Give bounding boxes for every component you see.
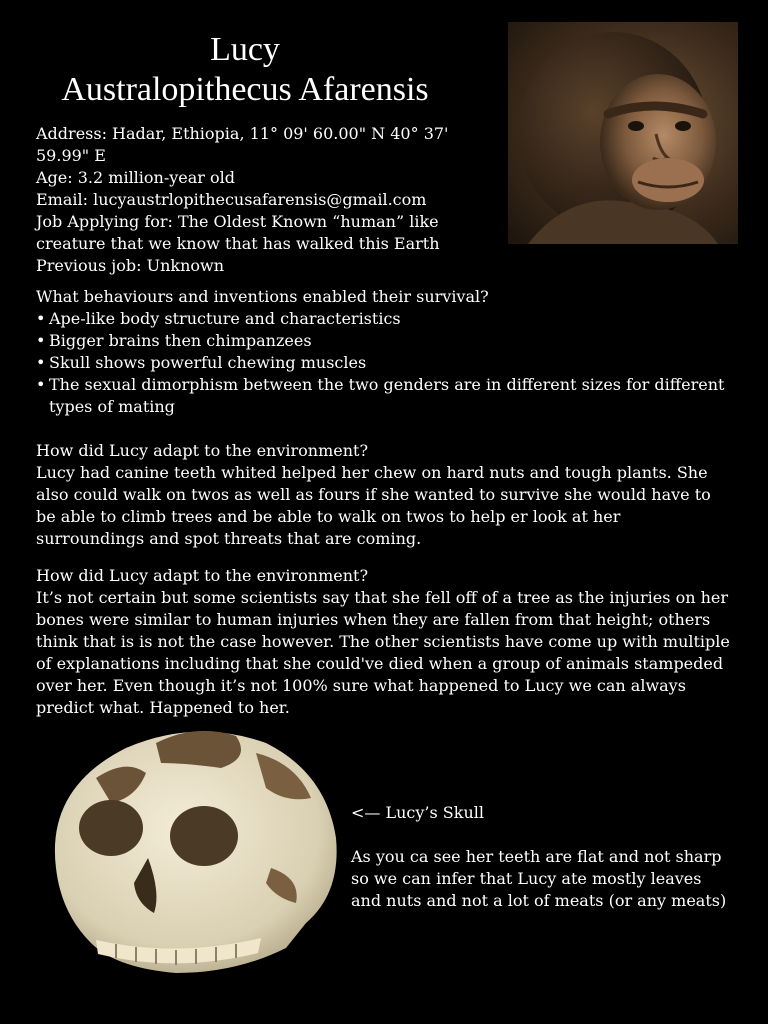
skull-description: As you ca see her teeth are flat and not sharp so we can infer that Lucy ate mostly leaves and nuts and not a lot of meats (or any meats) (351, 847, 727, 910)
skull-illustration (36, 718, 340, 980)
survival-list (36, 308, 726, 418)
address: Address: Hadar, Ethiopia, 11° 09' 60.00" N 40° 37' 59.99" E (36, 124, 449, 165)
lucy-skull-image (36, 718, 340, 980)
list-item: • Skull shows powerful chewing muscles (36, 352, 726, 374)
caption-spacer (351, 824, 731, 846)
list-item: • The sexual dimorphism between the two genders are in different sizes for different types of mating (36, 374, 726, 418)
survival-section (36, 286, 726, 418)
adapt-answer: Lucy had canine teeth whited helped her chew on hard nuts and tough plants. She also could walk on twos as well as fours if she wanted to survive she would have to be able to climb trees and be able to walk on twos to help er look at her surroundings and spot threats that are coming. (36, 463, 711, 548)
email: Email: lucyaustrlopithecusafarensis@gmail.com (36, 190, 427, 209)
list-item: • Bigger brains then chimpanzees (36, 330, 726, 352)
survival-question: What behaviours and inventions enabled their survival? (36, 287, 489, 306)
job-applying: Job Applying for: The Oldest Known “human” like creature that we know that has walked this Earth (36, 212, 440, 253)
list-item: • Ape-like body structure and characteristics (36, 308, 726, 330)
skull-caption (351, 802, 731, 912)
death-section (36, 565, 732, 719)
title-name: Lucy (210, 31, 280, 68)
adapt-question: How did Lucy adapt to the environment? (36, 441, 369, 460)
previous-job: Previous job: Unknown (36, 256, 225, 275)
skull-label: <— Lucy’s Skull (351, 803, 484, 822)
profile-info (36, 123, 466, 277)
age: Age: 3.2 million-year old (36, 168, 236, 187)
death-question: How did Lucy adapt to the environment? (36, 566, 369, 585)
hominid-portrait-illustration (508, 22, 738, 244)
death-answer: It’s not certain but some scientists say that she fell off of a tree as the injuries on her bones were similar to human injuries when they are fallen from that height; others think that is is not the case however. The other scientists have come up with multiple of explanations including that she could've died when a group of animals stampeded over her. Even though it’s not 100% sure what happened to Lucy we can always predict what. Happened to her. (36, 588, 730, 717)
lucy-reconstruction-photo (508, 22, 738, 244)
adapt-section (36, 440, 732, 550)
page-title (20, 30, 470, 110)
title-species: Australopithecus Afarensis (61, 71, 429, 108)
